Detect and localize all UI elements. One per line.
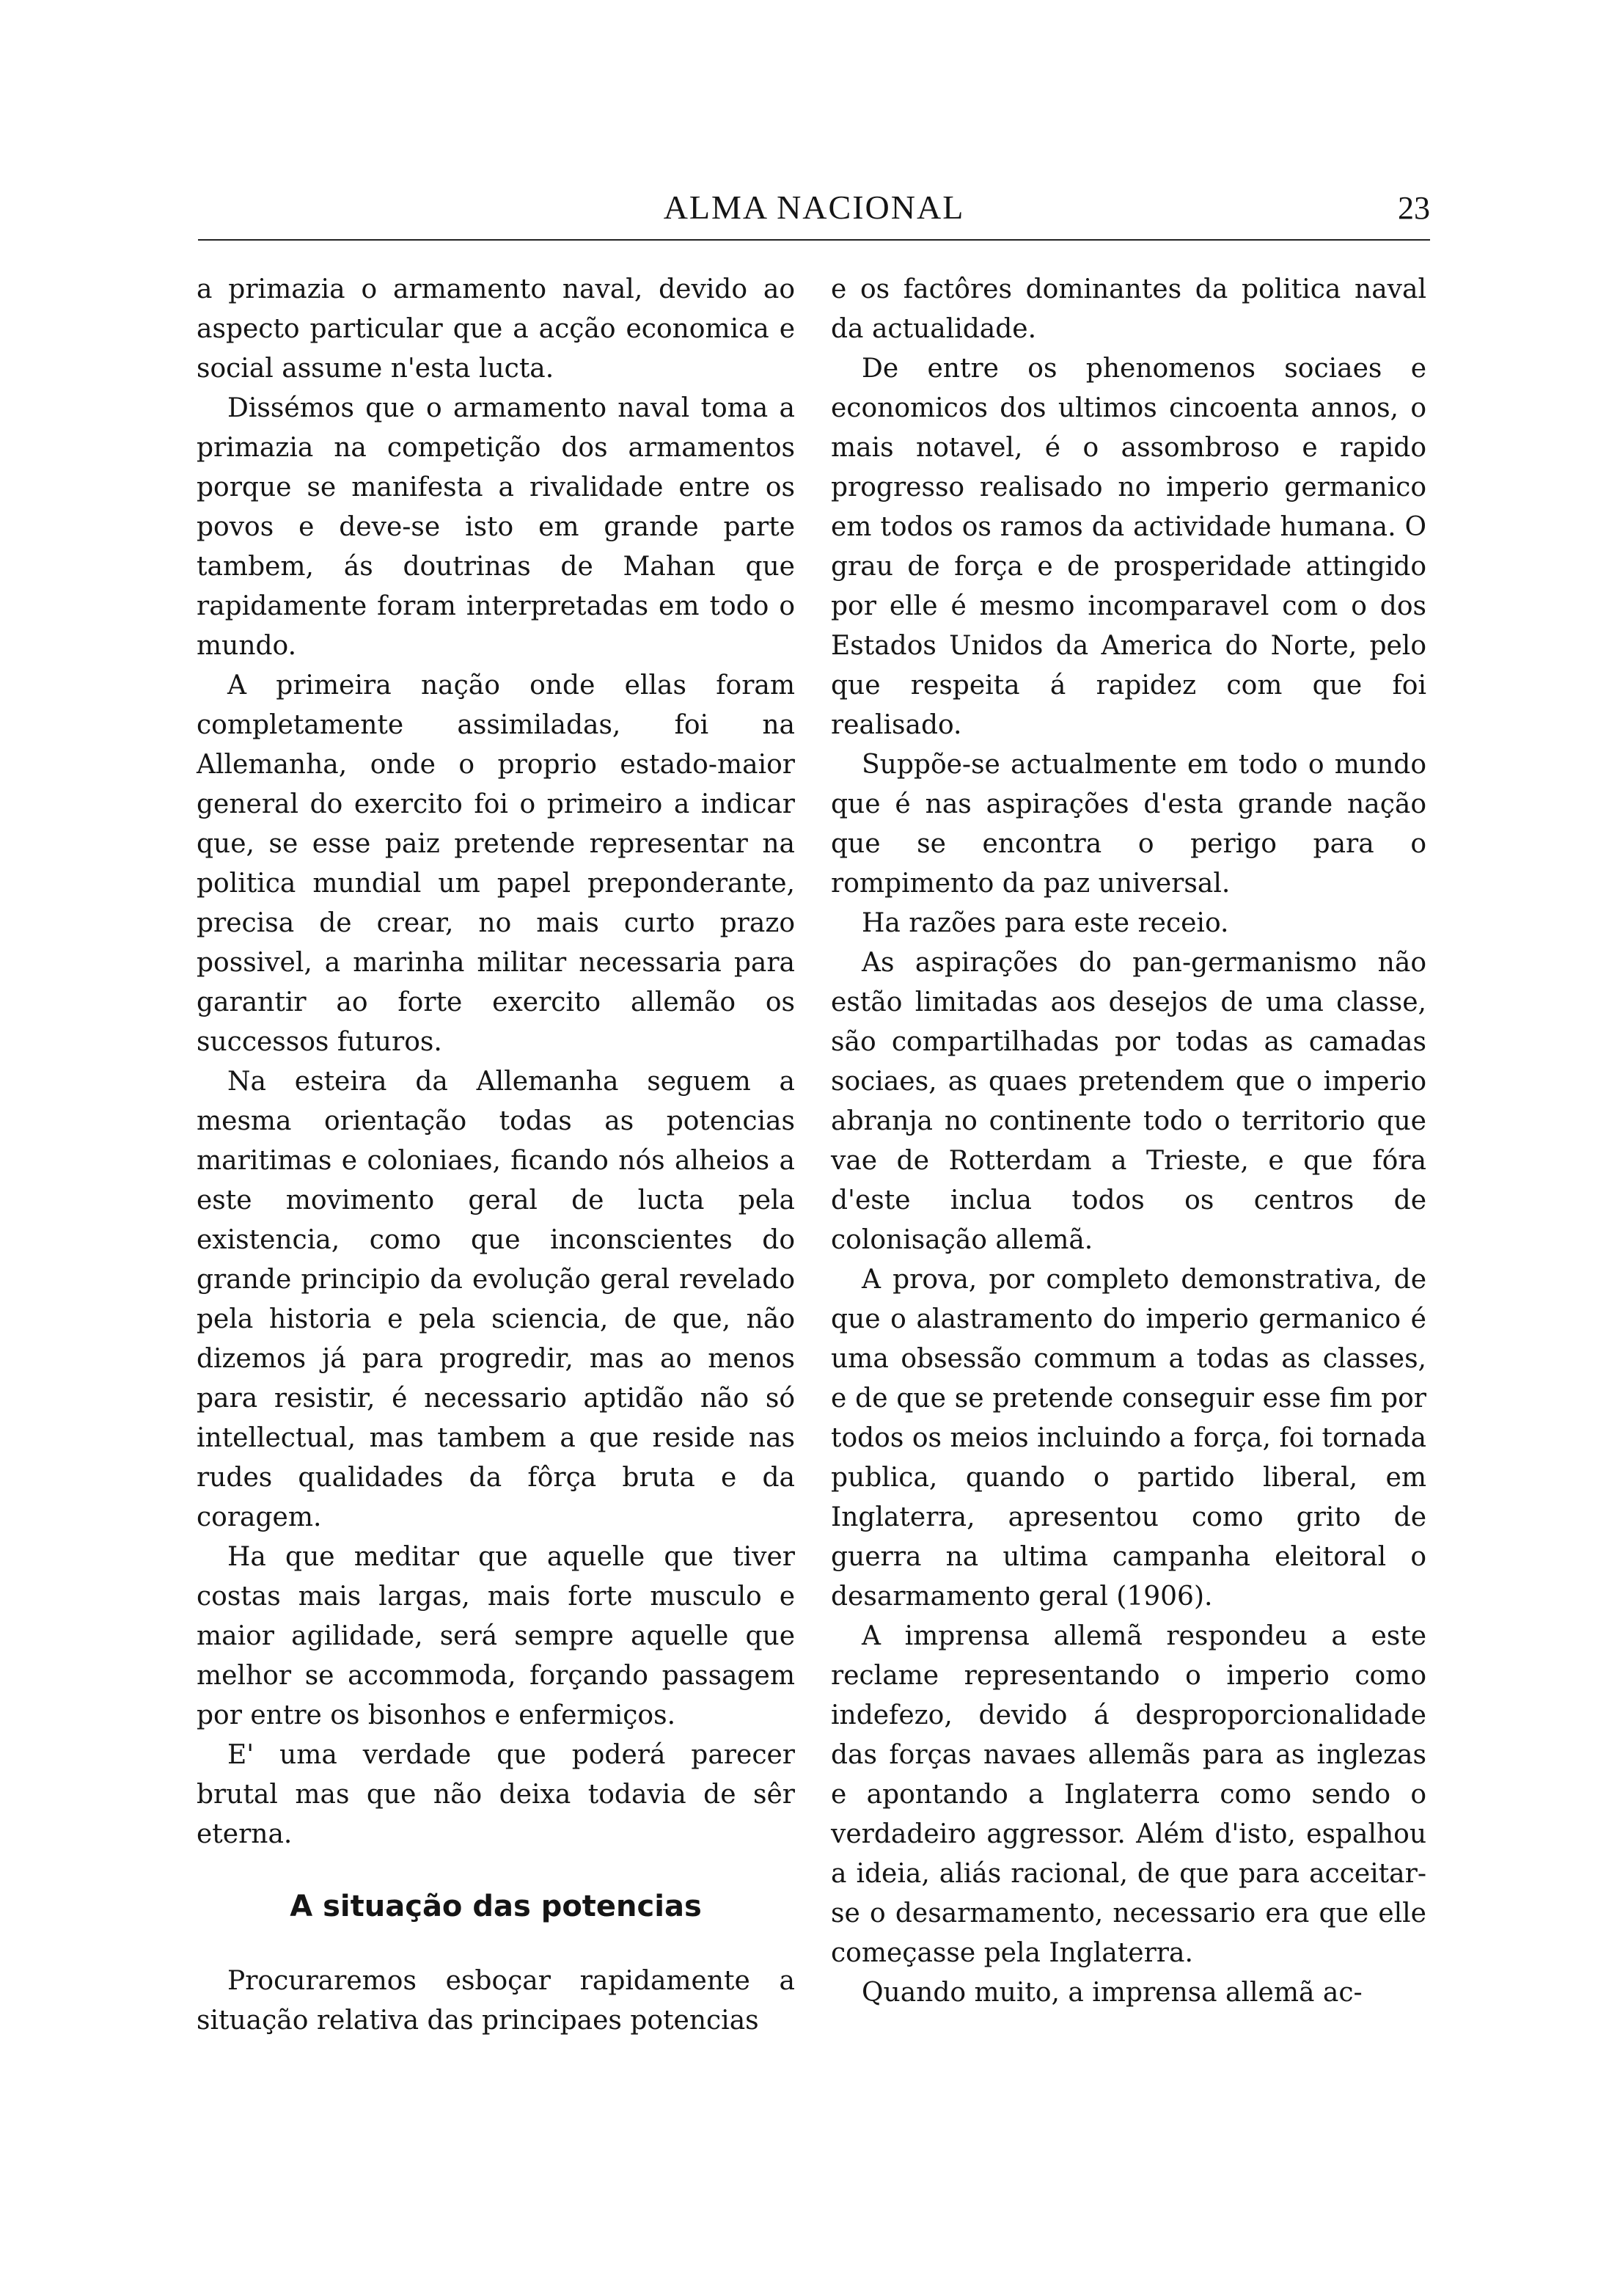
running-title: ALMA NACIONAL (663, 189, 965, 226)
right-column (831, 270, 1426, 2013)
page-header (198, 188, 1430, 232)
paragraph: De entre os phenomenos sociaes e economicos dos ultimos cincoenta annos, o mais notavel, é o assombroso e rapido progresso realisado no imperio germanico em todos os ramos da actividade humana. O grau de força e de prosperidade attingido por elle é mesmo incomparavel com o dos Estados Unidos da America do Norte, pelo que respeita á rapidez com que foi realisado. (831, 354, 1426, 740)
paragraph: A imprensa allemã respondeu a este reclame representando o imperio como indefezo, devido á desproporcionalidade das forças navaes allemãs para as inglezas e apontando a Inglaterra como sendo o verdadeiro aggressor. Além d'isto, espalhou a ideia, aliás racional, de que para acceitar-se o desarmamento, necessario era que elle começasse pela Inglaterra. (831, 1621, 1426, 1968)
section-heading: A situação das potencias (290, 1890, 702, 1923)
paragraph: Ha que meditar que aquelle que tiver costas mais largas, mais forte musculo e maior agilidade, será sempre aquelle que melhor se accommoda, forçando passagem por entre os bisonhos e enfermiços. (197, 1542, 795, 1730)
paragraph: Dissémos que o armamento naval toma a primazia na competição dos armamentos porque se manifesta a rivalidade entre os povos e deve-se isto em grande parte tambem, ás doutrinas de Mahan que rapidamente foram interpretadas em todo o mundo. (197, 393, 795, 661)
paragraph: Quando muito, a imprensa allemã ac- (862, 1978, 1363, 2008)
paragraph: Procuraremos esboçar rapidamente a situação relativa das principaes potencias (197, 1966, 795, 2036)
paragraph: As aspirações do pan-germanismo não estão limitadas aos desejos de uma classe, são compartilhadas por todas as camadas sociaes, as quaes pretendem que o imperio abranja no continente todo o territorio que vae de Rotterdam a Trieste, e que fóra d'este inclua todos os centros de colonisação allemã. (831, 948, 1426, 1255)
paragraph: Na esteira da Allemanha seguem a mesma orientação todas as potencias maritimas e coloniaes, ficando nós alheios a este movimento geral de lucta pela existencia, como que inconscientes do grande principio da evolução geral revelado pela historia e pela sciencia, de que, não dizemos já para progredir, mas ao menos para resistir, é necessario aptidão não só intellectual, mas tambem a que reside nas rudes qualidades da fôrça bruta e da coragem. (197, 1067, 795, 1532)
page-number: 23 (1398, 190, 1430, 226)
left-column (197, 270, 795, 2041)
paragraph: a primazia o armamento naval, devido ao aspecto particular que a acção economica e social assume n'esta lucta. (197, 274, 795, 384)
paragraph: A primeira nação onde ellas foram completamente assimiladas, foi na Allemanha, onde o proprio estado-maior general do exercito foi o primeiro a indicar que, se esse paiz pretende representar na politica mundial um papel preponderante, precisa de crear, no mais curto prazo possivel, a marinha militar necessaria para garantir ao forte exercito allemão os successos futuros. (197, 670, 795, 1057)
paragraph: A prova, por completo demonstrativa, de que o alastramento do imperio germanico é uma obsessão commum a todas as classes, e de que se pretende conseguir esse fim por todos os meios incluindo a força, foi tornada publica, quando o partido liberal, em Inglaterra, apresentou como grito de guerra na ultima campanha eleitoral o desarmamento geral (1906). (831, 1265, 1426, 1612)
paragraph: Ha razões para este receio. (862, 908, 1229, 938)
paragraph: E' uma verdade que poderá parecer brutal mas que não deixa todavia de sêr eterna. (197, 1740, 795, 1849)
paragraph: Suppõe-se actualmente em todo o mundo que é nas aspirações d'esta grande nação que se encontra o perigo para o rompimento da paz universal. (831, 750, 1426, 899)
header-rule (198, 239, 1430, 241)
paragraph: e os factôres dominantes da politica naval da actualidade. (831, 274, 1426, 344)
